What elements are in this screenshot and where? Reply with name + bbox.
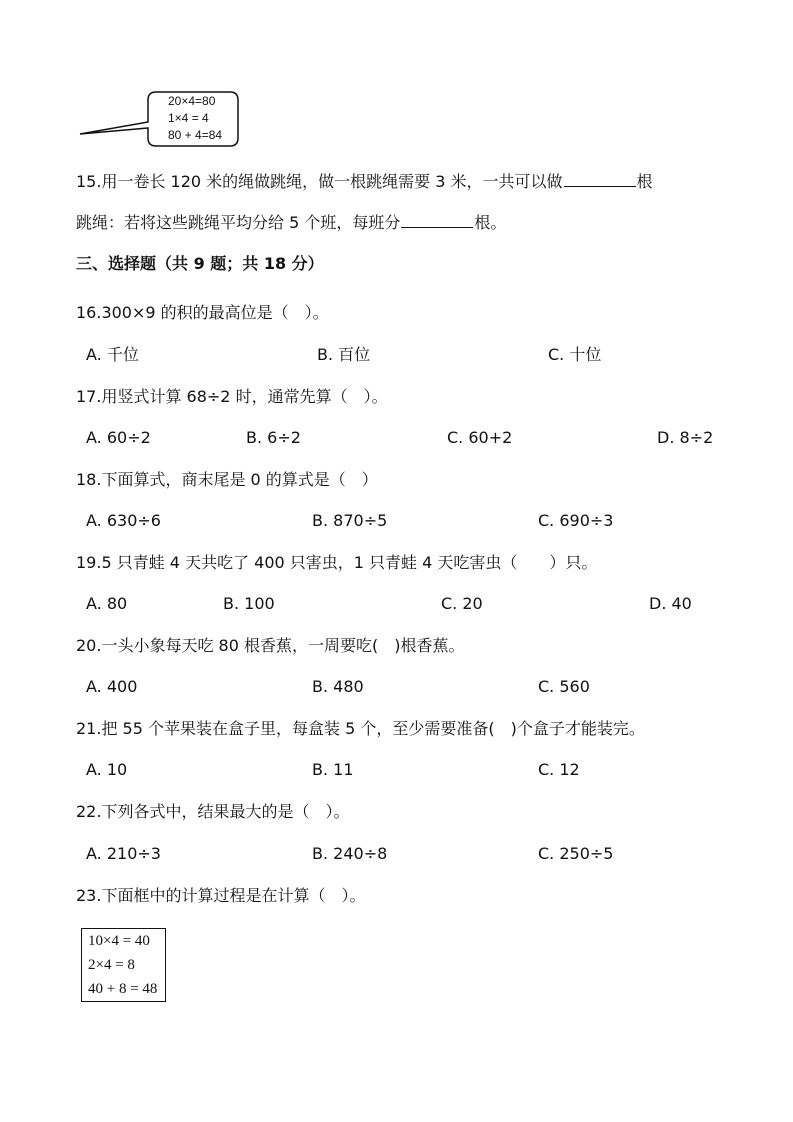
calculation-line: 10×4 = 40	[88, 933, 150, 949]
option-b[interactable]: B. 6÷2	[246, 428, 301, 447]
option-c[interactable]: C. 十位	[548, 345, 602, 364]
option-a[interactable]: A. 60÷2	[86, 428, 151, 447]
question-19: 19.5 只青蛙 4 天共吃了 400 只害虫，1 只青蛙 4 天吃害虫（ ）只。	[76, 553, 598, 572]
option-b[interactable]: B. 百位	[317, 345, 371, 364]
option-b[interactable]: B. 11	[312, 760, 354, 779]
answer-blank[interactable]	[401, 211, 473, 228]
option-a[interactable]: A. 400	[86, 677, 138, 696]
question-15-text-2: 跳绳：若将这些跳绳平均分给 5 个班，每班分	[76, 213, 401, 232]
option-a[interactable]: A. 80	[86, 594, 128, 613]
option-c[interactable]: C. 12	[538, 760, 580, 779]
bubble-line: 20×4=80	[168, 94, 216, 108]
calculation-line: 40 + 8 = 48	[88, 981, 158, 997]
option-c[interactable]: C. 60+2	[447, 428, 513, 447]
option-d[interactable]: D. 8÷2	[657, 428, 714, 447]
question-23: 23.下面框中的计算过程是在计算（ ）。	[76, 886, 366, 905]
question-15-suffix: 根	[636, 172, 653, 191]
question-15-line2	[76, 211, 506, 234]
option-a[interactable]: A. 千位	[86, 345, 139, 364]
option-b[interactable]: B. 480	[312, 677, 364, 696]
option-c[interactable]: C. 20	[441, 594, 483, 613]
option-b[interactable]: B. 870÷5	[312, 511, 388, 530]
question-18: 18.下面算式，商末尾是 0 的算式是（ ）	[76, 470, 378, 489]
option-a[interactable]: A. 10	[86, 760, 128, 779]
question-15-text: 15.用一卷长 120 米的绳做跳绳，做一根跳绳需要 3 米，一共可以做	[76, 172, 563, 191]
question-15-suffix-2: 根。	[474, 213, 507, 232]
bubble-line: 80 + 4=84	[168, 128, 223, 142]
option-a[interactable]: A. 210÷3	[86, 844, 161, 863]
option-b[interactable]: B. 100	[223, 594, 275, 613]
option-b[interactable]: B. 240÷8	[312, 844, 388, 863]
option-a[interactable]: A. 630÷6	[86, 511, 161, 530]
answer-blank[interactable]	[564, 170, 636, 187]
speech-bubble	[0, 0, 793, 160]
question-15-line1	[76, 170, 653, 193]
bubble-line: 1×4 = 4	[168, 111, 209, 125]
question-16: 16.300×9 的积的最高位是（ ）。	[76, 303, 329, 322]
option-c[interactable]: C. 250÷5	[538, 844, 614, 863]
option-c[interactable]: C. 690÷3	[538, 511, 614, 530]
question-21: 21.把 55 个苹果装在盒子里，每盒装 5 个，至少需要准备( )个盒子才能装完。	[76, 719, 645, 738]
question-22: 22.下列各式中，结果最大的是（ ）。	[76, 802, 350, 821]
option-d[interactable]: D. 40	[649, 594, 692, 613]
section-heading: 三、选择题（共 9 题；共 18 分）	[76, 254, 324, 273]
question-20: 20.一头小象每天吃 80 根香蕉，一周要吃( )根香蕉。	[76, 636, 465, 655]
option-c[interactable]: C. 560	[538, 677, 590, 696]
calculation-box	[81, 928, 166, 1002]
calculation-line: 2×4 = 8	[88, 957, 135, 973]
question-17: 17.用竖式计算 68÷2 时，通常先算（ ）。	[76, 387, 388, 406]
